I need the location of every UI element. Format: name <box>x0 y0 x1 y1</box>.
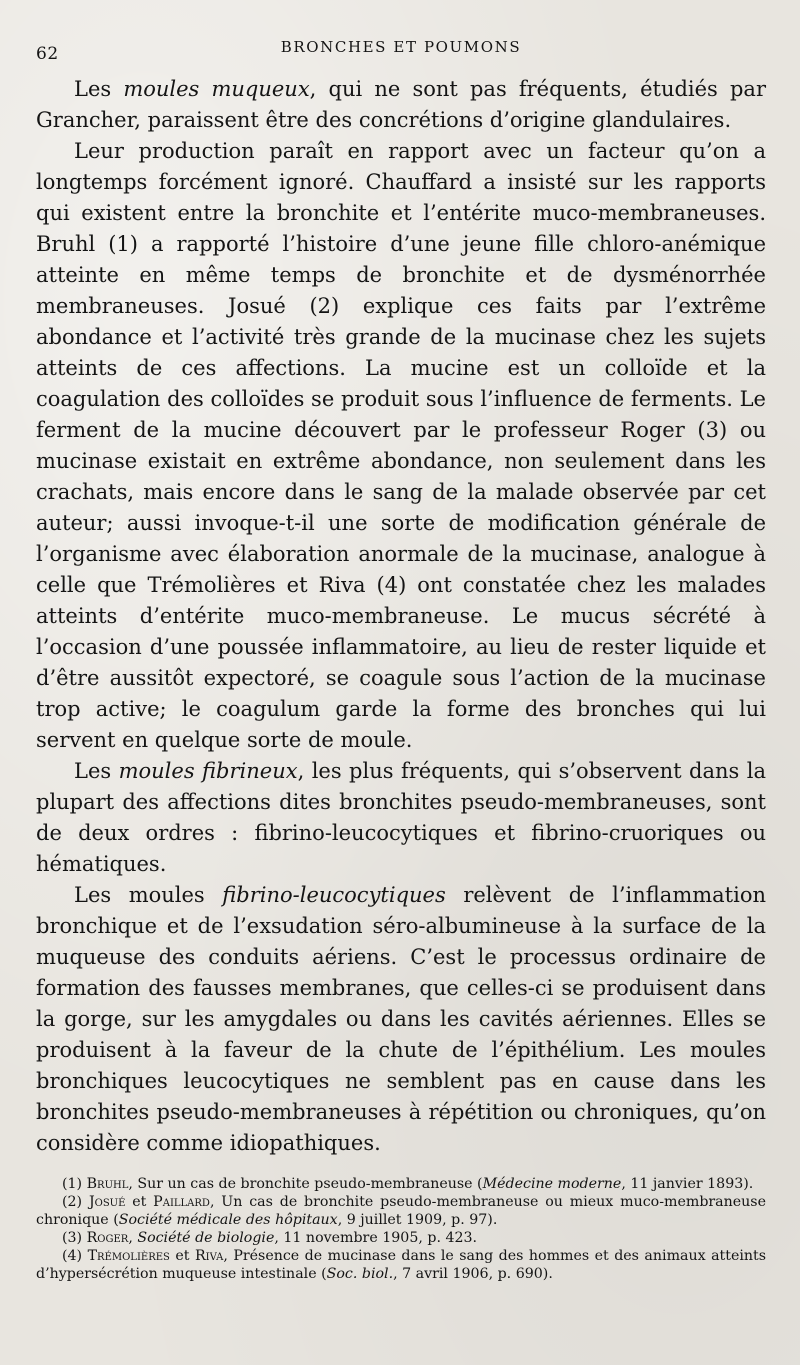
author-name: Bruhl <box>86 1176 129 1192</box>
footnotes <box>36 1175 766 1283</box>
italic-text: moules fibrineux <box>118 759 298 783</box>
text-run: (4) <box>62 1248 88 1264</box>
text-run: , Présence de mucinase dans le sang des hommes et des animaux atteints d’hypersécrétion muqueuse intestinale ( <box>36 1248 767 1282</box>
italic-text: Société médicale des hôpitaux <box>118 1212 338 1228</box>
text-run: relèvent de l’inflammation bronchique et de l’exsudation séro-albumineuse à la surface de la muqueuse des conduits aériens. C’est le processus ordinaire de formation des fausses membranes, que celles-ci se produisent dans la gorge, sur les amygdales ou dans les cavités aériennes. Elles se produisent à la faveur de la chute de l’épithélium. Les moules bronchiques leucocytiques ne semblent pas en cause dans les bronchites pseudo-membraneuses à répétition ou chroniques, qu’on considère comme idiopathiques. <box>36 883 766 1155</box>
text-run: Les <box>74 759 119 783</box>
italic-text: Soc. biol. <box>326 1266 394 1282</box>
text-run: Les moules <box>74 883 223 907</box>
text-run: , 11 janvier 1893). <box>621 1176 754 1192</box>
footnote <box>36 1175 766 1193</box>
author-name: Riva <box>194 1248 224 1264</box>
text-run: Les <box>74 77 124 101</box>
text-run: , 9 juillet 1909, p. 97). <box>337 1212 498 1228</box>
italic-text: Société de biologie <box>137 1230 275 1246</box>
text-run: , 11 novembre 1905, p. 423. <box>274 1230 478 1246</box>
paragraph <box>36 756 766 880</box>
text-run: , qui ne sont pas fréquents, étudiés par Grancher, paraissent être des concrétions d’origine glandulaires. <box>36 77 766 132</box>
page-header <box>36 38 766 68</box>
text-run: (2) <box>62 1194 89 1210</box>
body-text <box>36 74 766 1159</box>
italic-text: fibrino-leucocytiques <box>222 883 446 907</box>
text-run: (3) <box>62 1230 87 1246</box>
paragraph <box>36 136 766 756</box>
author-name: Josué <box>88 1194 126 1210</box>
text-run: (1) <box>62 1176 87 1192</box>
text-run: et <box>125 1194 154 1210</box>
page-number: 62 <box>36 44 59 64</box>
footnote <box>36 1193 766 1229</box>
text-run: , Un cas de bronchite pseudo-membraneuse ou mieux muco-membraneuse chronique ( <box>36 1194 766 1228</box>
paragraph <box>36 880 766 1159</box>
text-run: , les plus fréquents, qui s’observent dans la plupart des affections dites bronchites pseudo-membraneuses, sont de deux ordres : fibrino-leucocytiques et fibrino-cruoriques ou hématiques. <box>36 759 767 876</box>
author-name: Paillard <box>153 1194 210 1210</box>
footnote <box>36 1229 766 1247</box>
italic-text: moules muqueux <box>123 77 310 101</box>
paragraph <box>36 74 766 136</box>
running-head: BRONCHES ET POUMONS <box>280 38 522 56</box>
footnote <box>36 1247 766 1283</box>
italic-text: Médecine moderne <box>482 1176 622 1192</box>
text-run: Leur production paraît en rapport avec un facteur qu’on a longtemps forcément ignoré. Chauffard a insisté sur les rapports qui existent entre la bronchite et l’entérite muco-membraneuses. Bruhl (1) a rapporté l’histoire d’une jeune fille chloro-anémique atteinte en même temps de bronchite et de dysménorrhée membraneuses. Josué (2) explique ces faits par l’extrême abondance et l’activité très grande de la mucinase chez les sujets atteints de ces affections. La mucine est un colloïde et la coagulation des colloïdes se produit sous l’influence de ferments. Le ferment de la mucine découvert par le professeur Roger (3) ou mucinase existait en extrême abondance, non seulement dans les crachats, mais encore dans le sang de la malade observée par cet auteur; aussi invoque-t-il une sorte de modification générale de l’organisme avec élaboration anormale de la mucinase, analogue à celle que Trémolières et Riva (4) ont constatée chez les malades atteints d’entérite muco-membraneuse. Le mucus sécrété à l’occasion d’une poussée inflammatoire, au lieu de rester liquide et d’être aussitôt expectoré, se coagule sous l’action de la mucinase trop active; le coagulum garde la forme des bronches qui lui servent en quelque sorte de moule. <box>36 139 766 752</box>
text-run: , 7 avril 1906, p. 690). <box>393 1266 553 1282</box>
text-run: , <box>128 1230 138 1246</box>
author-name: Roger <box>86 1230 129 1246</box>
text-run: , Sur un cas de bronchite pseudo-membraneuse ( <box>128 1176 483 1192</box>
author-name: Trémolières <box>87 1248 170 1264</box>
text-run: et <box>169 1248 195 1264</box>
